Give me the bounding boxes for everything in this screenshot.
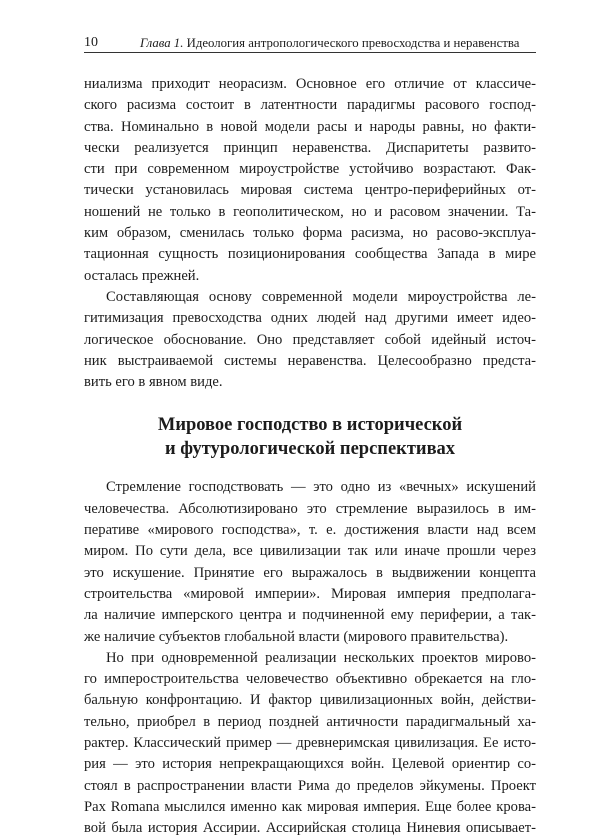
paragraph: [84, 287, 536, 393]
text-line: ким образом, сменилась только форма расизма, но расово-эксплуа-: [84, 225, 536, 242]
text-line: миром. По сути дела, все цивилизации так или иначе прошли через: [84, 543, 536, 560]
text-line: стоял в распространении власти Рима до пределов эйкумены. Проект: [84, 777, 536, 794]
chapter-label: Глава 1.: [140, 36, 184, 50]
text-line: тационная сущность позиционирования сообщества Запада в мире: [84, 246, 536, 263]
text-line: тельно, приобрел в период поздней античности парадигмальный ха-: [84, 713, 536, 730]
text-line: это искушение. Принятие его выражалось в выдвижении концепта: [84, 564, 536, 581]
running-head: [84, 34, 536, 53]
paragraph: [84, 477, 536, 647]
text-line: осталась прежней.: [84, 267, 200, 284]
text-line: же наличие субъектов глобальной власти (мирового правительства).: [84, 628, 509, 645]
page-body: [84, 74, 536, 840]
text-line: ношений не только в геополитическом, но и расовом значении. Та-: [84, 203, 536, 220]
text-line: вить его в явном виде.: [84, 374, 223, 391]
text-line: сти при современном мироустройстве устойчиво возрастают. Фак-: [84, 161, 536, 178]
text-line: рия — это история непрекращающихся войн. Целевой ориентир со-: [84, 756, 536, 773]
paragraph: [84, 74, 536, 287]
text-line: Но при одновременной реализации нескольких проектов мирово-: [106, 649, 536, 666]
text-line: ла наличие имперского центра и подчиненной ему периферии, а так-: [84, 607, 536, 624]
section-heading: [84, 413, 536, 461]
paragraph: [84, 648, 536, 840]
text-line: Стремление господствовать — это одно из «вечных» искушений: [106, 479, 536, 496]
section-heading-line: Мировое господство в исторической: [157, 415, 463, 436]
text-line: гитимизация превосходства одних людей над другими имеет идео-: [84, 310, 536, 327]
text-line: чески реализуется принцип неравенства. Диспаритеты развито-: [84, 139, 536, 156]
text-line: перативе «мирового господства», т. е. достижения власти над всем: [84, 522, 536, 539]
text-line: вой была история Ассирии. Ассирийская столица Ниневия описывает-: [84, 820, 536, 837]
text-line: ник выстраиваемой системы неравенства. Целесообразно предста-: [84, 352, 536, 369]
text-line: рактер. Классический пример — древнеримская цивилизация. Ее исто-: [84, 735, 536, 752]
text-line: человечества. Абсолютизировано это стремление выразилось в им-: [84, 500, 536, 517]
section-heading-line: и футурологической перспективах: [164, 439, 456, 460]
text-line: Составляющая основу современной модели мироустройства ле-: [106, 288, 536, 305]
text-line: Pax Romana мыслился именно как мировая империя. Еще более крова-: [84, 798, 536, 815]
text-line: ского расизма состоит в латентности парадигмы расового господ-: [84, 97, 536, 114]
text-line: бальную конфронтацию. И фактор цивилизационных войн, действи-: [84, 692, 536, 709]
chapter-title-text: Идеология антропологического превосходства и неравенства: [186, 36, 520, 50]
text-line: го имперостроительства человечество объективно обрекается на гло-: [84, 671, 536, 688]
text-line: логическое обоснование. Оно представляет собой идейный источ-: [84, 331, 536, 348]
text-line: ства. Номинально в новой модели расы и народы равны, но факти-: [84, 118, 536, 135]
chapter-title: [140, 34, 519, 52]
page-number: 10: [84, 35, 98, 50]
text-line: строительства «мировой империи». Мировая империя предполага-: [84, 585, 536, 602]
text-line: тически установилась мировая система центро-периферийных от-: [84, 182, 536, 199]
text-line: ниализма приходит неорасизм. Основное его отличие от классиче-: [84, 76, 536, 92]
